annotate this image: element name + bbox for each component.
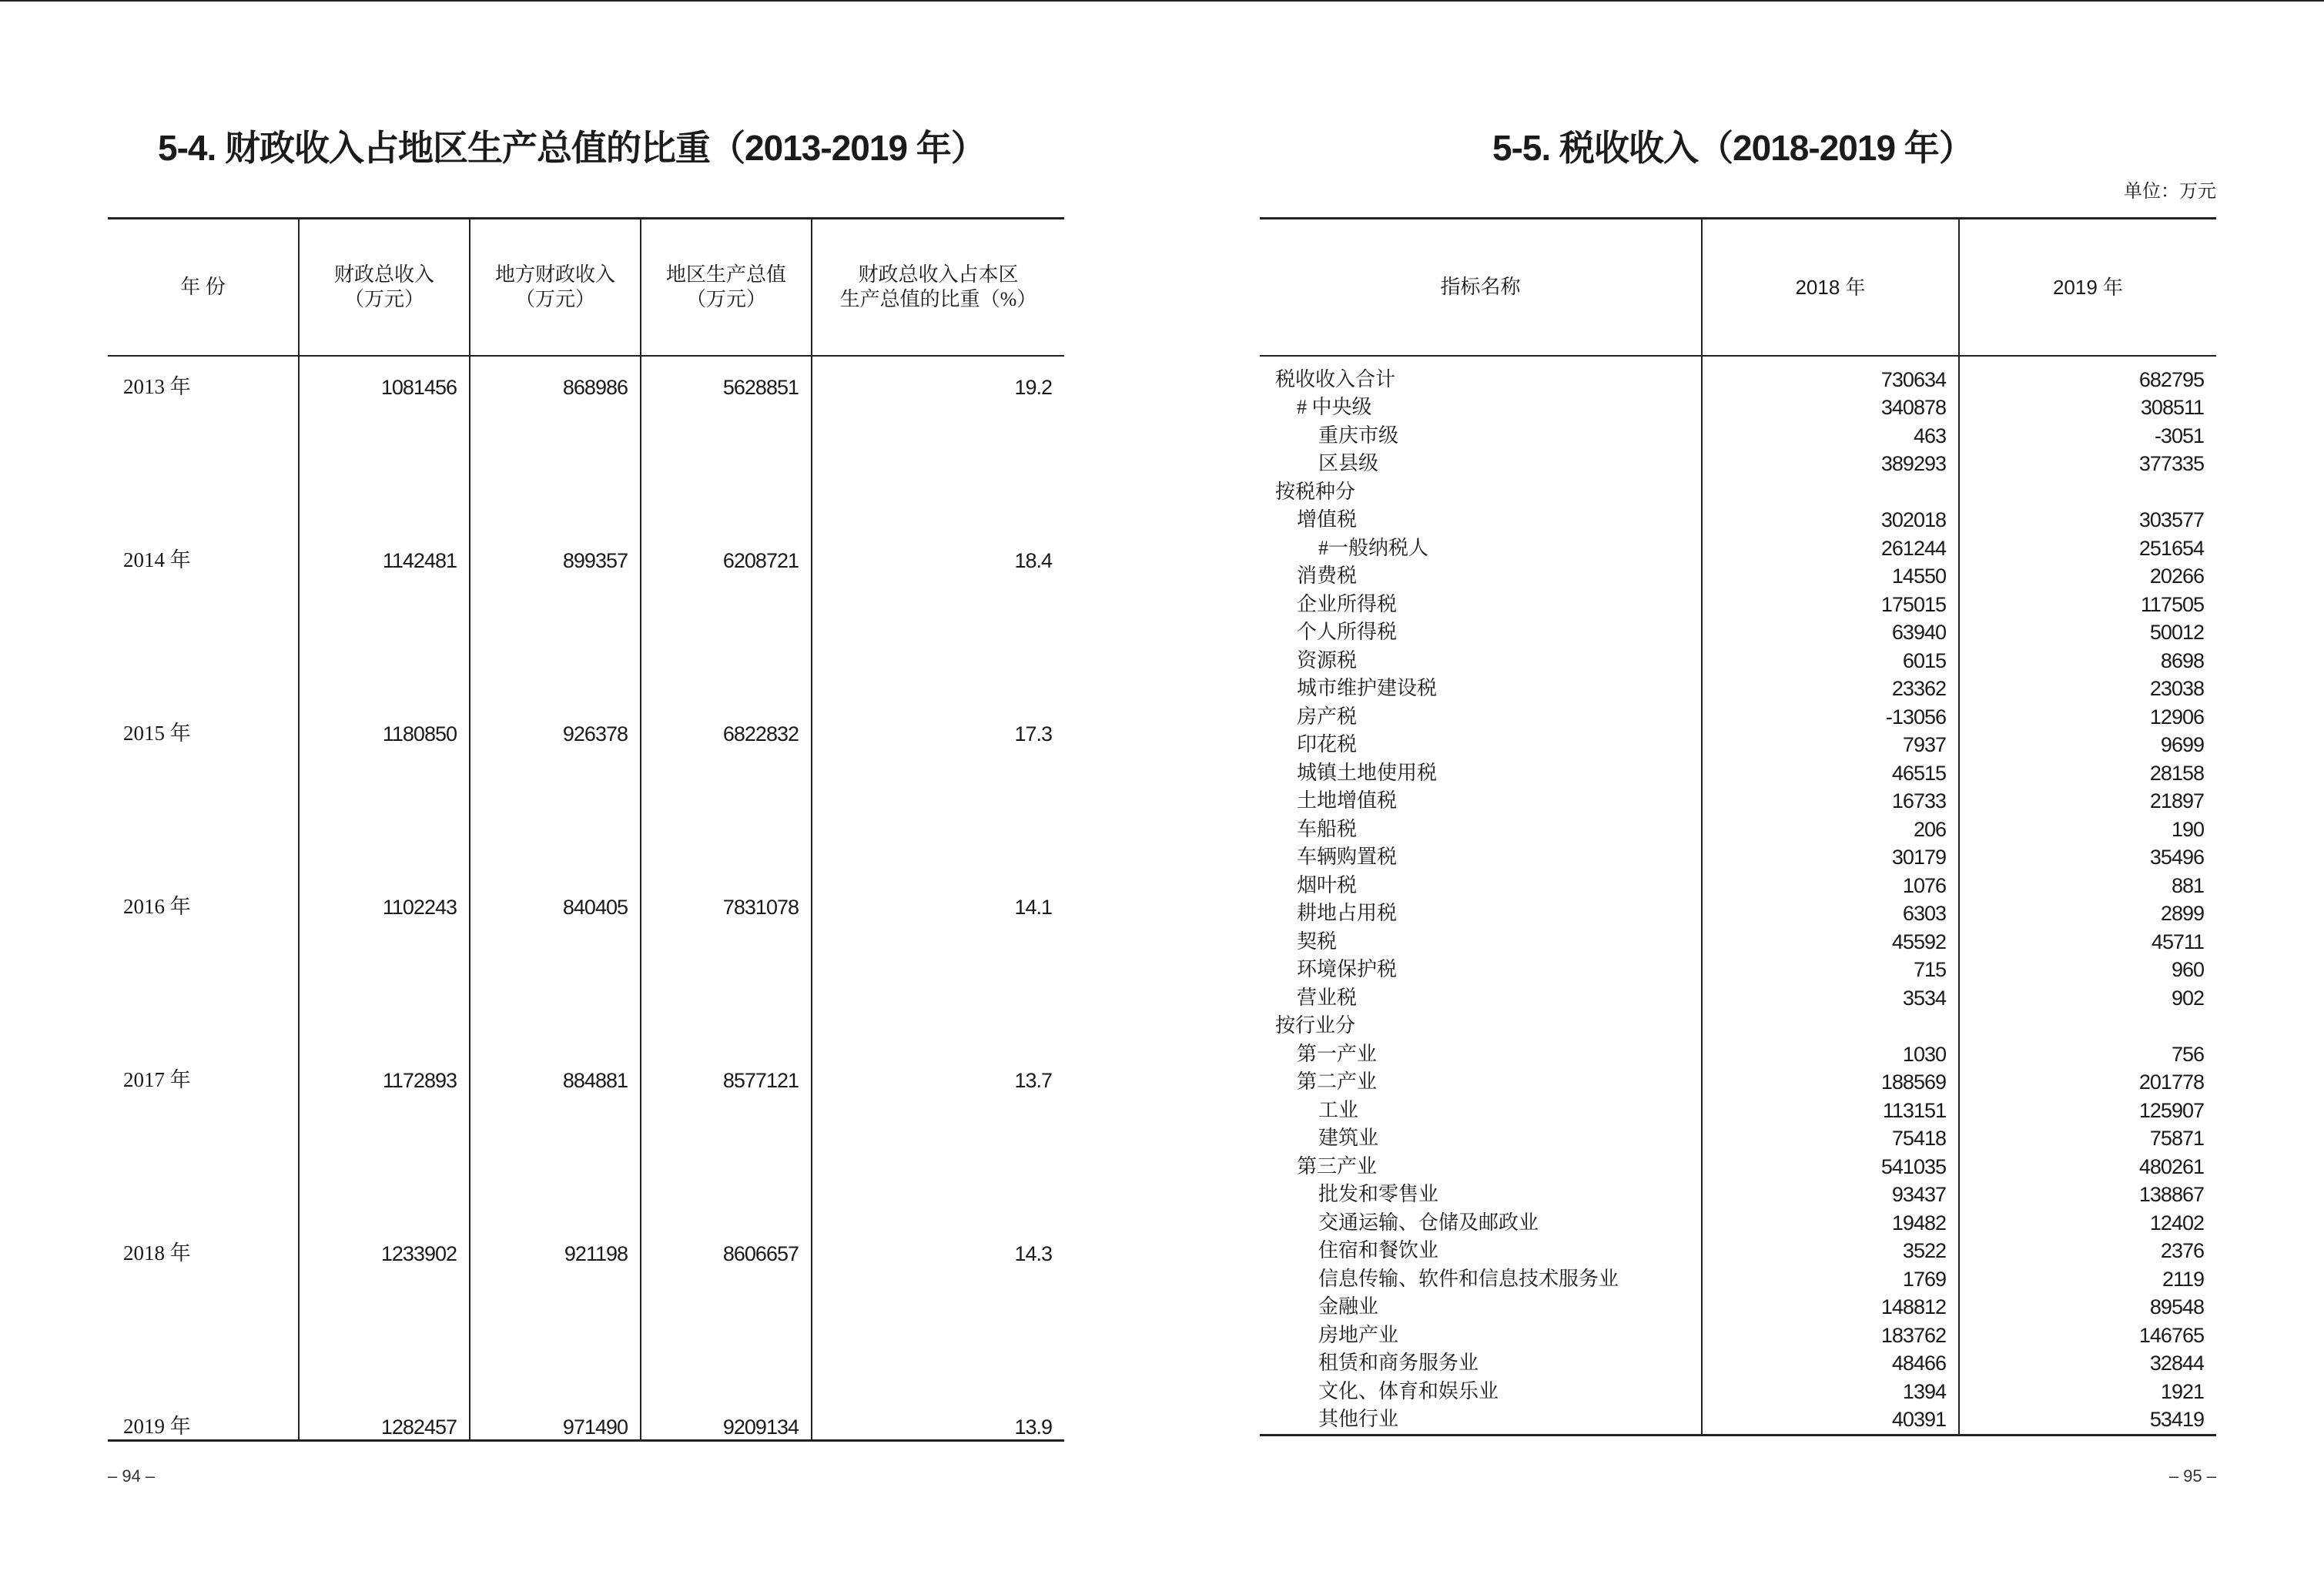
indicator-name-cell: 工业 <box>1318 1098 1359 1121</box>
value-2018-cell: 113151 <box>1702 1097 1959 1125</box>
value-2018-cell: 175015 <box>1702 591 1959 619</box>
table-row <box>1260 1209 2216 1238</box>
gdp-cell: 6208721 <box>641 400 812 573</box>
table-row <box>108 1266 1064 1441</box>
local-cell: 926378 <box>470 573 641 746</box>
indicator-name-cell: 契税 <box>1297 930 1338 953</box>
ratio-cell: 19.2 <box>812 357 1064 400</box>
year-cell: 2014 年 <box>123 548 191 571</box>
value-2019-cell: 12906 <box>1959 703 2216 732</box>
table-row <box>1260 478 2216 507</box>
table-row <box>1260 562 2216 591</box>
table-row <box>1260 1405 2216 1435</box>
value-2019-cell: 21897 <box>1959 787 2216 816</box>
left-page-number: – 94 – <box>108 1466 156 1486</box>
indicator-name-cell: #一般纳税人 <box>1318 536 1429 559</box>
value-2019-cell: 32844 <box>1959 1349 2216 1378</box>
value-2018-cell: 1076 <box>1702 872 1959 900</box>
value-2019-cell: 20266 <box>1959 562 2216 591</box>
value-2019-cell: 308511 <box>1959 394 2216 422</box>
column-header-2019: 2019 年 <box>1959 219 2216 357</box>
value-2018-cell: 19482 <box>1702 1209 1959 1238</box>
table-row <box>1260 900 2216 928</box>
value-2018-cell: 188569 <box>1702 1068 1959 1097</box>
indicator-name-cell: 企业所得税 <box>1297 592 1398 615</box>
table-row <box>1260 675 2216 703</box>
year-cell: 2013 年 <box>123 375 191 398</box>
table-row <box>1260 1237 2216 1265</box>
value-2019-cell: 303577 <box>1959 506 2216 534</box>
ratio-cell: 14.3 <box>812 1093 1064 1266</box>
indicator-name-cell: 营业税 <box>1297 986 1358 1009</box>
table-row <box>1260 1012 2216 1040</box>
right-table-title: 5-5. 税收收入（2018-2019 年） <box>1492 128 1974 168</box>
column-header-gdp: 地区生产总值 （万元） <box>641 219 812 357</box>
indicator-name-cell: 土地增值税 <box>1297 789 1398 812</box>
value-2018-cell: 261244 <box>1702 534 1959 563</box>
value-2019-cell: 2119 <box>1959 1265 2216 1294</box>
indicator-name-cell: 房地产业 <box>1318 1323 1399 1346</box>
value-2019-cell: 35496 <box>1959 843 2216 872</box>
value-2018-cell: 1394 <box>1702 1378 1959 1406</box>
table-row <box>1260 759 2216 788</box>
total-cell: 1233902 <box>299 1093 470 1266</box>
value-2019-cell: 138867 <box>1959 1181 2216 1209</box>
ratio-cell: 13.7 <box>812 920 1064 1093</box>
value-2019-cell: 480261 <box>1959 1153 2216 1181</box>
gdp-cell: 8606657 <box>641 1093 812 1266</box>
value-2018-cell: 75418 <box>1702 1124 1959 1153</box>
value-2019-cell: 28158 <box>1959 759 2216 788</box>
value-2019-cell: 12402 <box>1959 1209 2216 1238</box>
table-row <box>1260 1378 2216 1406</box>
value-2018-cell: 14550 <box>1702 562 1959 591</box>
table-row <box>1260 450 2216 478</box>
value-2018-cell: 463 <box>1702 422 1959 451</box>
table-row <box>1260 731 2216 759</box>
value-2018-cell: 30179 <box>1702 843 1959 872</box>
page-top-border <box>0 0 2324 2</box>
table-row <box>1260 534 2216 563</box>
value-2019-cell: -3051 <box>1959 422 2216 451</box>
indicator-name-cell: 第三产业 <box>1297 1154 1378 1178</box>
table-row <box>1260 956 2216 984</box>
value-2019-cell: 902 <box>1959 984 2216 1013</box>
value-2019-cell: 881 <box>1959 872 2216 900</box>
value-2018-cell: 63940 <box>1702 618 1959 647</box>
value-2018-cell: 7937 <box>1702 731 1959 759</box>
value-2019-cell: 125907 <box>1959 1097 2216 1125</box>
indicator-name-cell: 城镇土地使用税 <box>1297 761 1438 784</box>
fiscal-ratio-table <box>108 217 1064 1442</box>
value-2018-cell: 93437 <box>1702 1181 1959 1209</box>
value-2019-cell: 251654 <box>1959 534 2216 563</box>
local-cell: 971490 <box>470 1266 641 1441</box>
indicator-name-cell: 租赁和商务服务业 <box>1318 1352 1479 1375</box>
table-header-row <box>1260 219 2216 357</box>
gdp-cell: 7831078 <box>641 746 812 920</box>
value-2018-cell: 6015 <box>1702 647 1959 675</box>
indicator-name-cell: 第一产业 <box>1297 1042 1378 1065</box>
ratio-cell: 17.3 <box>812 573 1064 746</box>
tax-revenue-table <box>1260 217 2216 1436</box>
value-2018-cell: 3534 <box>1702 984 1959 1013</box>
gdp-cell: 9209134 <box>641 1266 812 1441</box>
table-row <box>1260 1097 2216 1125</box>
indicator-name-cell: 个人所得税 <box>1297 621 1398 644</box>
column-header-indicator: 指标名称 <box>1260 219 1702 357</box>
value-2019-cell: 682795 <box>1959 356 2216 394</box>
value-2018-cell: 541035 <box>1702 1153 1959 1181</box>
table-row <box>1260 647 2216 675</box>
table-row <box>108 400 1064 573</box>
total-cell: 1102243 <box>299 746 470 920</box>
table-row <box>108 1093 1064 1266</box>
value-2018-cell: 148812 <box>1702 1293 1959 1322</box>
indicator-name-cell: 增值税 <box>1297 508 1358 531</box>
value-2019-cell: 1921 <box>1959 1378 2216 1406</box>
indicator-name-cell: 税收收入合计 <box>1275 368 1396 390</box>
local-cell: 868986 <box>470 357 641 400</box>
value-2019-cell: 146765 <box>1959 1322 2216 1350</box>
value-2018-cell: 46515 <box>1702 759 1959 788</box>
table-row <box>1260 843 2216 872</box>
ratio-cell: 14.1 <box>812 746 1064 920</box>
year-cell: 2019 年 <box>123 1415 191 1438</box>
value-2018-cell: 1030 <box>1702 1040 1959 1069</box>
indicator-name-cell: 车船税 <box>1297 817 1358 840</box>
total-cell: 1142481 <box>299 400 470 573</box>
indicator-name-cell: 重庆市级 <box>1318 424 1399 447</box>
indicator-name-cell: 建筑业 <box>1318 1127 1379 1150</box>
local-cell: 840405 <box>470 746 641 920</box>
value-2018-cell <box>1702 478 1959 507</box>
indicator-name-cell: 资源税 <box>1297 648 1358 672</box>
indicator-name-cell: 金融业 <box>1318 1295 1379 1318</box>
value-2018-cell: 302018 <box>1702 506 1959 534</box>
value-2019-cell: 117505 <box>1959 591 2216 619</box>
value-2018-cell: 3522 <box>1702 1237 1959 1265</box>
column-header-2018: 2018 年 <box>1702 219 1959 357</box>
indicator-name-cell: 烟叶税 <box>1297 873 1358 896</box>
indicator-name-cell: 交通运输、仓储及邮政业 <box>1318 1211 1539 1234</box>
value-2018-cell: 206 <box>1702 816 1959 844</box>
indicator-name-cell: 消费税 <box>1297 565 1358 588</box>
table-row <box>1260 872 2216 900</box>
indicator-name-cell: 按税种分 <box>1275 480 1356 503</box>
ratio-cell: 18.4 <box>812 400 1064 573</box>
value-2018-cell: 1769 <box>1702 1265 1959 1294</box>
ratio-cell: 13.9 <box>812 1266 1064 1441</box>
value-2018-cell: 389293 <box>1702 450 1959 478</box>
column-header-local-revenue: 地方财政收入 （万元） <box>470 219 641 357</box>
left-table-title: 5-4. 财政收入占地区生产总值的比重（2013-2019 年） <box>158 128 986 168</box>
year-cell: 2018 年 <box>123 1241 191 1265</box>
value-2019-cell: 9699 <box>1959 731 2216 759</box>
indicator-name-cell: # 中央级 <box>1297 396 1372 419</box>
local-cell: 921198 <box>470 1093 641 1266</box>
table-row <box>1260 1124 2216 1153</box>
indicator-name-cell: 环境保护税 <box>1297 958 1398 981</box>
value-2018-cell: 340878 <box>1702 394 1959 422</box>
indicator-name-cell: 耕地占用税 <box>1297 902 1398 925</box>
unit-label: 单位：万元 <box>2124 182 2216 202</box>
indicator-name-cell: 房产税 <box>1297 705 1358 728</box>
table-row <box>1260 1181 2216 1209</box>
table-row <box>1260 422 2216 451</box>
table-row <box>1260 1265 2216 1294</box>
indicator-name-cell: 车辆购置税 <box>1297 846 1398 869</box>
table-row <box>1260 1293 2216 1322</box>
value-2019-cell: 75871 <box>1959 1124 2216 1153</box>
value-2018-cell: 40391 <box>1702 1405 1959 1435</box>
year-cell: 2015 年 <box>123 722 191 745</box>
table-row <box>108 573 1064 746</box>
table-row <box>1260 1068 2216 1097</box>
value-2019-cell: 45711 <box>1959 928 2216 956</box>
column-header-year: 年 份 <box>108 219 299 357</box>
table-header-row <box>108 219 1064 357</box>
value-2019-cell <box>1959 478 2216 507</box>
indicator-name-cell: 印花税 <box>1297 733 1358 756</box>
total-cell: 1081456 <box>299 357 470 400</box>
year-cell: 2017 年 <box>123 1068 191 1091</box>
value-2019-cell: 50012 <box>1959 618 2216 647</box>
year-cell: 2016 年 <box>123 895 191 918</box>
value-2018-cell: 715 <box>1702 956 1959 984</box>
local-cell: 884881 <box>470 920 641 1093</box>
value-2019-cell: 201778 <box>1959 1068 2216 1097</box>
value-2018-cell: 23362 <box>1702 675 1959 703</box>
gdp-cell: 8577121 <box>641 920 812 1093</box>
value-2018-cell <box>1702 1012 1959 1040</box>
table-row <box>1260 1349 2216 1378</box>
table-row <box>1260 394 2216 422</box>
table-row <box>108 920 1064 1093</box>
value-2019-cell: 89548 <box>1959 1293 2216 1322</box>
value-2019-cell: 2376 <box>1959 1237 2216 1265</box>
column-header-ratio: 财政总收入占本区 生产总值的比重（%） <box>812 219 1064 357</box>
value-2018-cell: 16733 <box>1702 787 1959 816</box>
table-row <box>1260 1153 2216 1181</box>
indicator-name-cell: 按行业分 <box>1275 1014 1356 1037</box>
table-row <box>1260 928 2216 956</box>
right-page-number: – 95 – <box>2168 1466 2216 1486</box>
gdp-cell: 5628851 <box>641 357 812 400</box>
table-row <box>1260 506 2216 534</box>
indicator-name-cell: 住宿和餐饮业 <box>1318 1239 1439 1262</box>
value-2019-cell: 53419 <box>1959 1405 2216 1435</box>
value-2019-cell: 8698 <box>1959 647 2216 675</box>
value-2018-cell: -13056 <box>1702 703 1959 732</box>
value-2019-cell: 23038 <box>1959 675 2216 703</box>
table-row <box>1260 787 2216 816</box>
table-row <box>1260 816 2216 844</box>
table-row <box>1260 984 2216 1013</box>
value-2019-cell: 960 <box>1959 956 2216 984</box>
indicator-name-cell: 信息传输、软件和信息技术服务业 <box>1318 1267 1619 1290</box>
value-2018-cell: 730634 <box>1702 356 1959 394</box>
indicator-name-cell: 第二产业 <box>1297 1070 1378 1094</box>
total-cell: 1172893 <box>299 920 470 1093</box>
table-row <box>1260 591 2216 619</box>
indicator-name-cell: 区县级 <box>1318 452 1379 475</box>
indicator-name-cell: 城市维护建设税 <box>1297 677 1438 700</box>
indicator-name-cell: 批发和零售业 <box>1318 1183 1439 1206</box>
table-row <box>1260 703 2216 732</box>
indicator-name-cell: 文化、体育和娱乐业 <box>1318 1379 1499 1402</box>
total-cell: 1180850 <box>299 573 470 746</box>
table-row <box>1260 356 2216 394</box>
table-row <box>1260 1322 2216 1350</box>
table-row <box>108 357 1064 400</box>
value-2019-cell <box>1959 1012 2216 1040</box>
value-2019-cell: 377335 <box>1959 450 2216 478</box>
table-row <box>1260 1040 2216 1069</box>
value-2019-cell: 190 <box>1959 816 2216 844</box>
total-cell: 1282457 <box>299 1266 470 1441</box>
value-2019-cell: 756 <box>1959 1040 2216 1069</box>
table-row <box>1260 618 2216 647</box>
value-2018-cell: 6303 <box>1702 900 1959 928</box>
indicator-name-cell: 其他行业 <box>1318 1408 1399 1431</box>
value-2018-cell: 48466 <box>1702 1349 1959 1378</box>
gdp-cell: 6822832 <box>641 573 812 746</box>
local-cell: 899357 <box>470 400 641 573</box>
table-row <box>108 746 1064 920</box>
column-header-total-revenue: 财政总收入 （万元） <box>299 219 470 357</box>
value-2018-cell: 45592 <box>1702 928 1959 956</box>
value-2019-cell: 2899 <box>1959 900 2216 928</box>
value-2018-cell: 183762 <box>1702 1322 1959 1350</box>
